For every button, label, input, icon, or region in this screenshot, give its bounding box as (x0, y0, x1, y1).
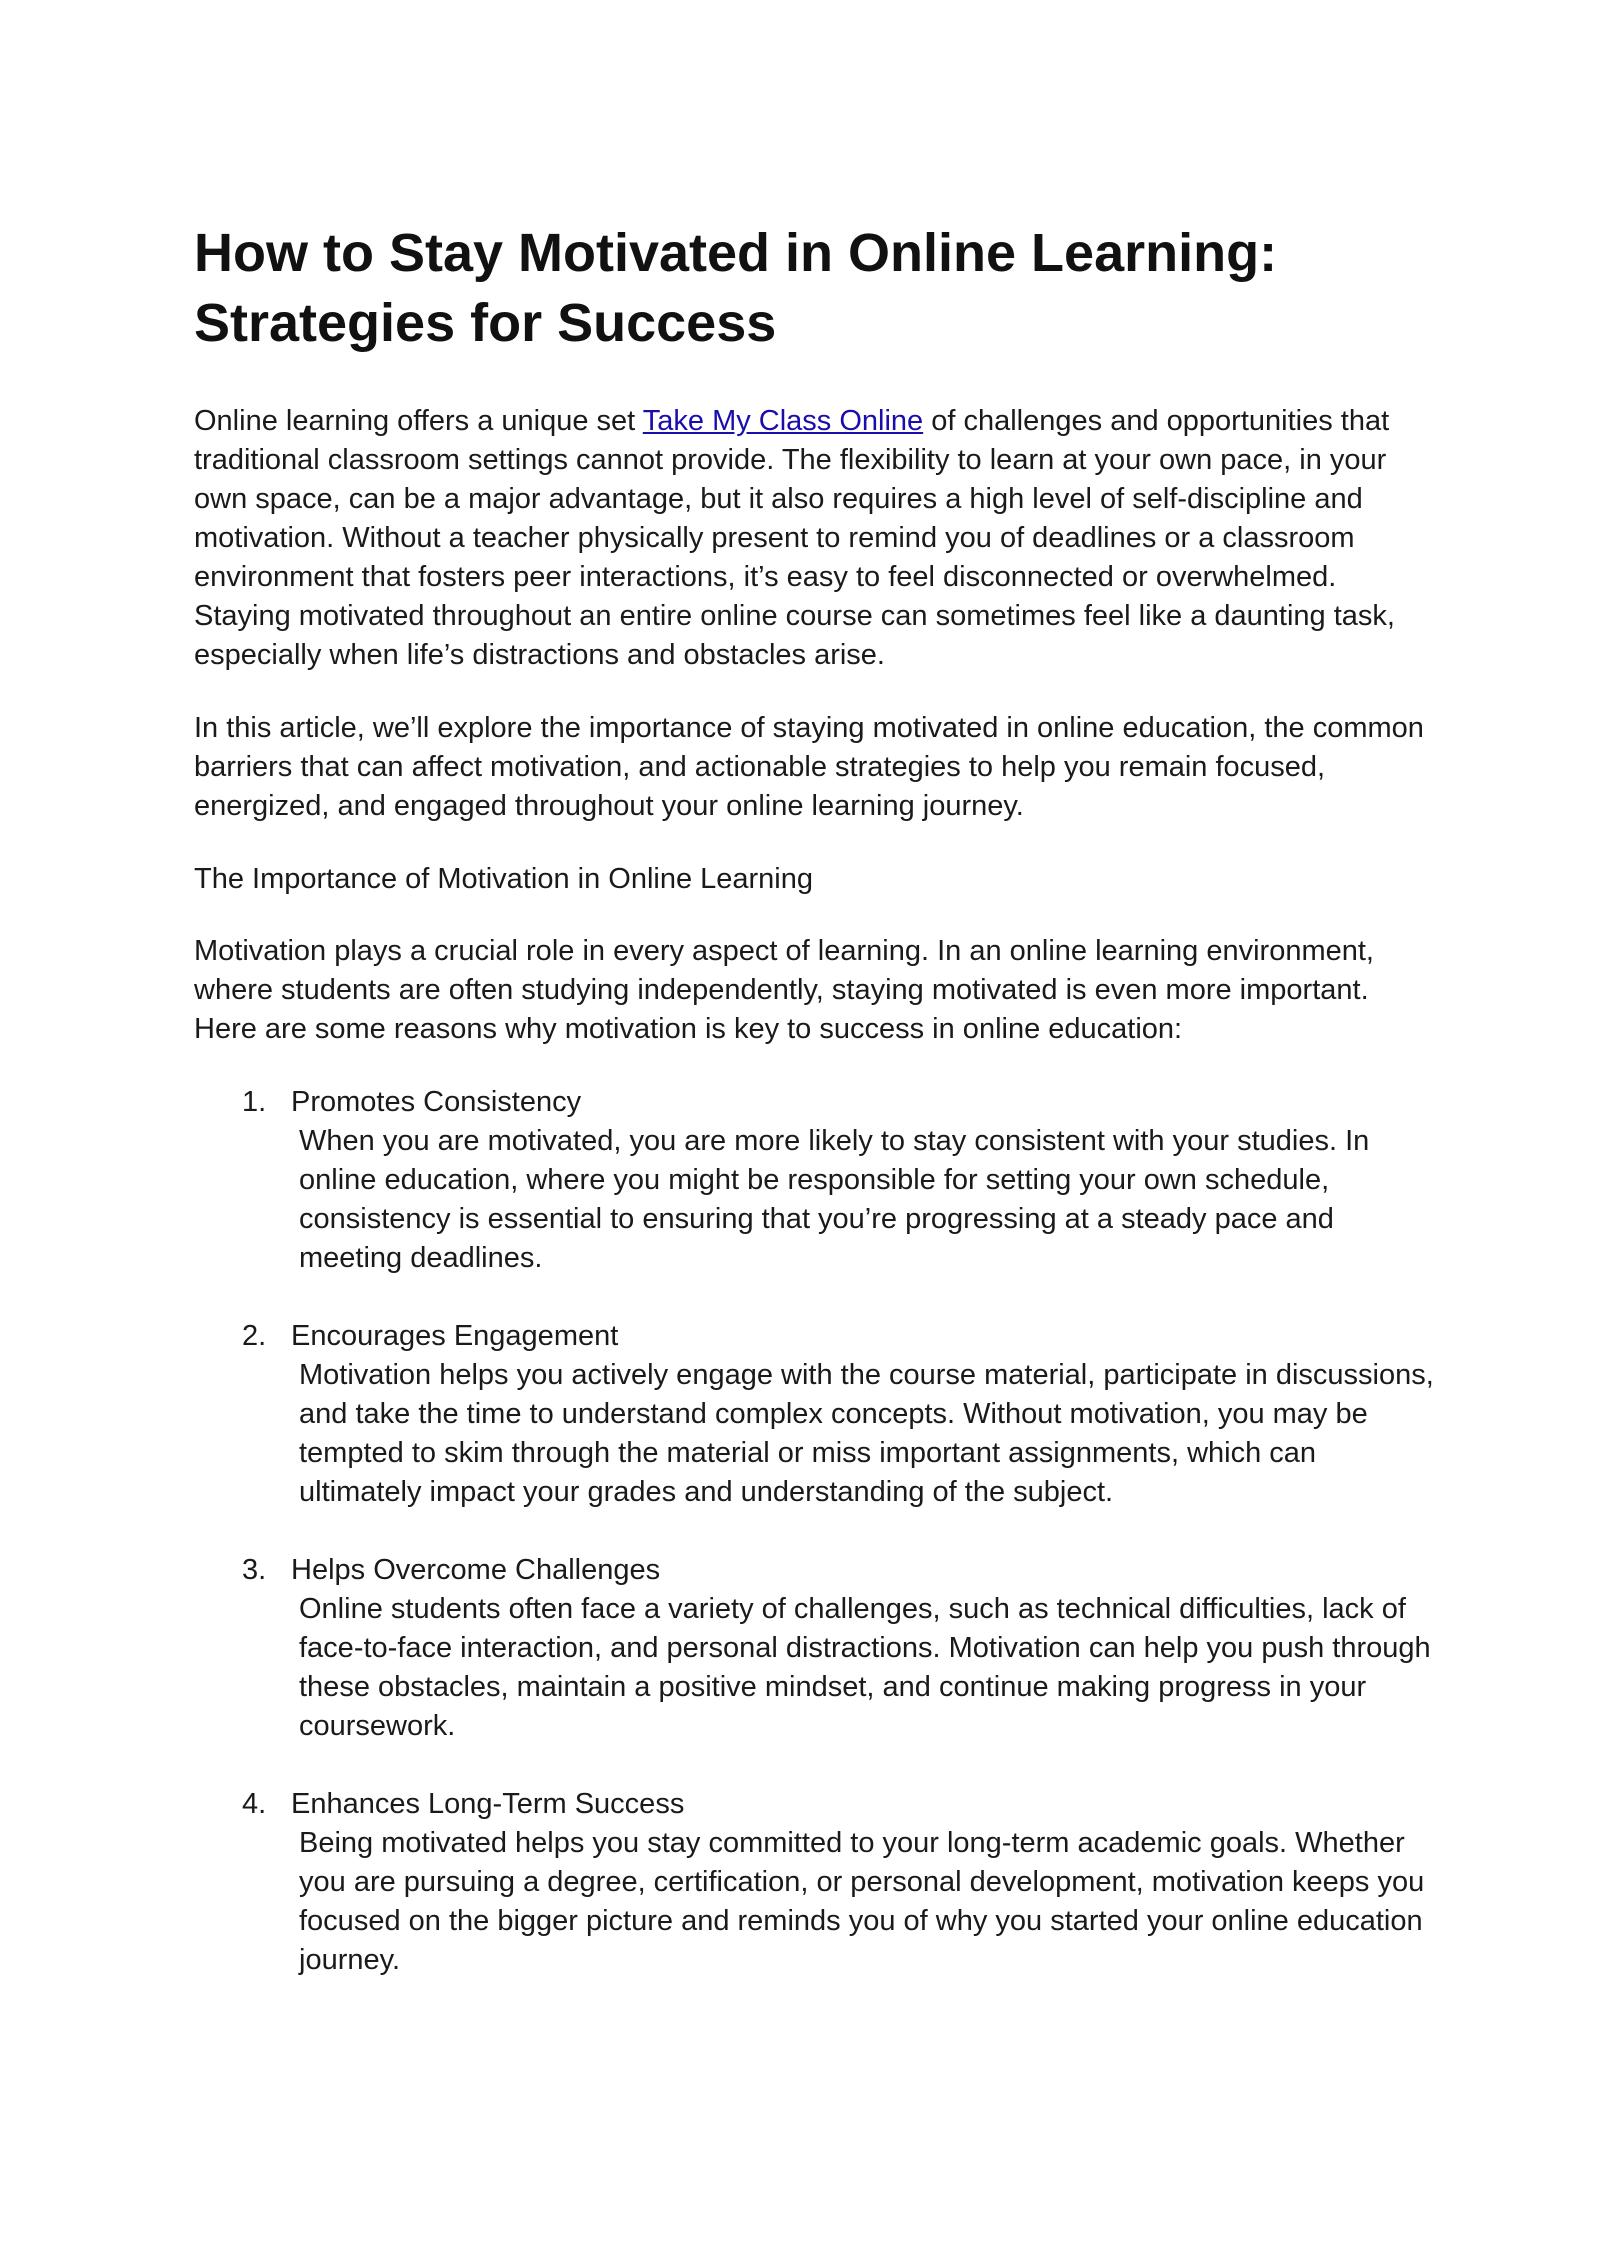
section-intro-paragraph: Motivation plays a crucial role in every aspect of learning. In an online learning environment, where students are often studying independently, staying motivated is even more important. Here are some reasons why motivation is key to success in online education: (194, 935, 1374, 1045)
list-item-number: 2. (242, 1320, 267, 1352)
list-item-heading: Encourages Engagement (291, 1320, 619, 1352)
overview-paragraph: In this article, we’ll explore the importance of staying motivated in online education, the common barriers that can affect motivation, and actionable strategies to help you remain focused, energized, and engaged throughout your online learning journey. (194, 712, 1424, 822)
list-item-heading: Enhances Long-Term Success (291, 1788, 685, 1820)
list-item (194, 1785, 1434, 1980)
list-item-text: Being motivated helps you stay committed to your long-term academic goals. Whether you are pursuing a degree, certification, or personal development, motivation keeps you focused on the bigger picture and reminds you of why you started your online education journey. (299, 1827, 1425, 1976)
section-heading: The Importance of Motivation in Online Learning (194, 863, 814, 895)
intro-text-start: Online learning offers a unique set (194, 405, 643, 437)
reasons-list (194, 1083, 1434, 1980)
take-my-class-online-link[interactable]: Take My Class Online (642, 405, 924, 437)
list-item-heading: Promotes Consistency (291, 1086, 582, 1118)
list-item-text: When you are motivated, you are more likely to stay consistent with your studies. In online education, where you might be responsible for setting your own schedule, consistency is essential to ensuring that you’re progressing at a steady pace and meeting deadlines. (299, 1125, 1370, 1274)
document-page (194, 218, 1434, 2019)
list-item (194, 1551, 1434, 1746)
list-item-text: Motivation helps you actively engage with the course material, participate in discussions, and take the time to understand complex concepts. Without motivation, you may be tempted to skim through the material or miss important assignments, which can ultimately impact your grades and understanding of the subject. (299, 1359, 1434, 1508)
list-item-number: 1. (242, 1086, 267, 1118)
intro-text-end: of challenges and opportunities that traditional classroom settings cannot provide. The flexibility to learn at your own pace, in your own space, can be a major advantage, but it also requires a high level of self-discipline and motivation. Without a teacher physically present to remind you of deadlines or a classroom environment that fosters peer interactions, it’s easy to feel disconnected or overwhelmed. Staying motivated throughout an entire online course can sometimes feel like a daunting task, especially when life’s distractions and obstacles arise. (194, 405, 1395, 671)
intro-paragraph (194, 402, 1434, 675)
list-item (194, 1317, 1434, 1512)
list-item (194, 1083, 1434, 1278)
list-item-heading: Helps Overcome Challenges (291, 1554, 661, 1586)
article-title: How to Stay Motivated in Online Learning: Strategies for Success (194, 223, 1278, 353)
list-item-text: Online students often face a variety of challenges, such as technical difficulties, lack of face-to-face interaction, and personal distractions. Motivation can help you push through these obstacles, maintain a positive mindset, and continue making progress in your coursework. (299, 1593, 1431, 1742)
list-item-number: 4. (242, 1788, 267, 1820)
list-item-number: 3. (242, 1554, 267, 1586)
